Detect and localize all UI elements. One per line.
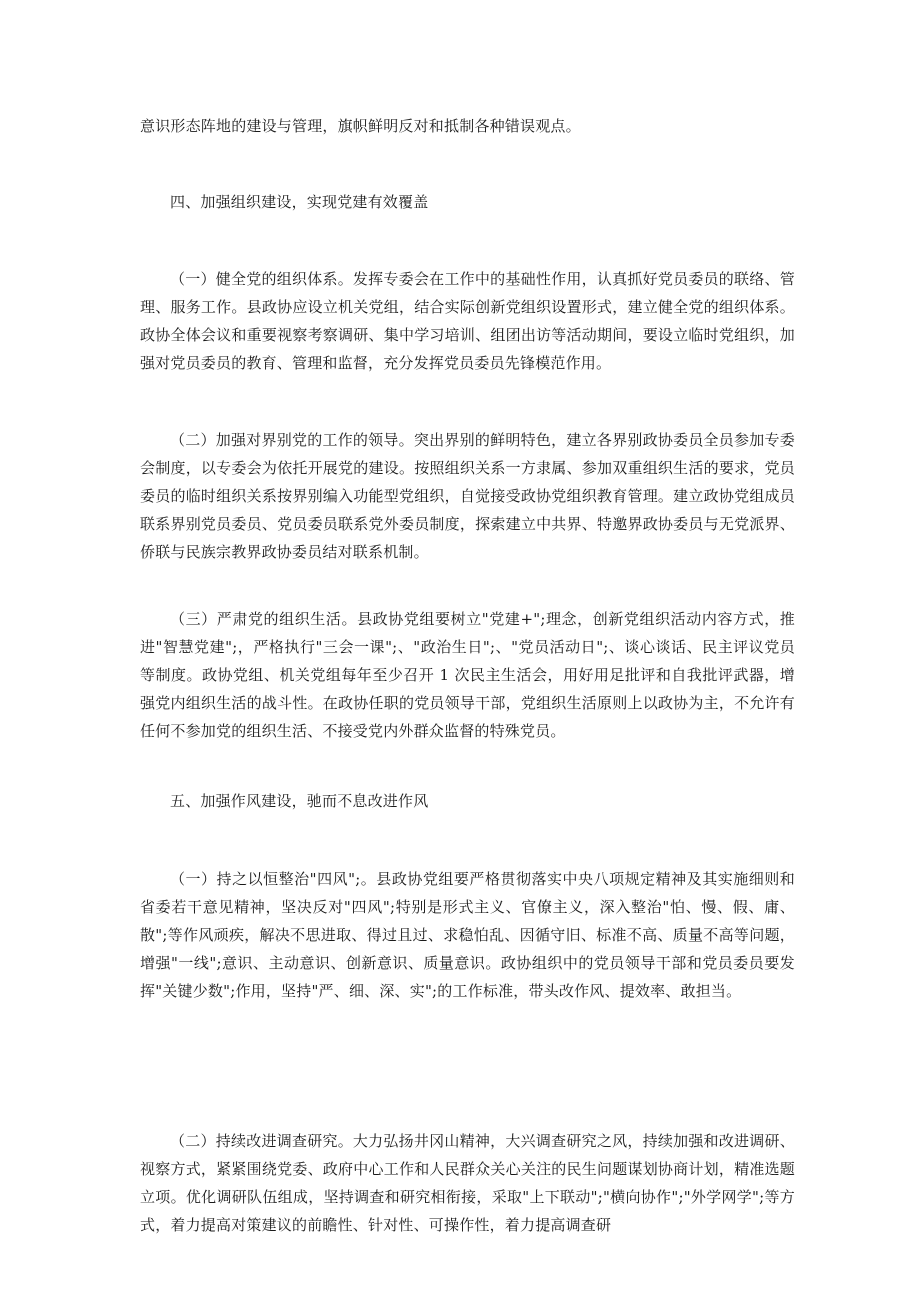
section-heading-5: 五、加强作风建设，驰而不息改进作风 <box>170 792 429 810</box>
paragraph-4-2: （二）加强对界别党的工作的领导。突出界别的鲜明特色，建立各界别政协委员全员参加专委会制度，以专委会为依托开展党的建设。按照组织关系一方隶属、参加双重组织生活的要求，党员委员的临时组织关系按界别编入功能型党组织，自觉接受政协党组织教育管理。建立政协党组成员联系界别党员委员、党员委员联系党外委员制度，探索建立中共界、特邀界政协委员与无党派界、侨联与民族宗教界政协委员结对联系机制。 <box>140 431 795 561</box>
paragraph-intro: 意识形态阵地的建设与管理，旗帜鲜明反对和抵制各种错误观点。 <box>140 117 581 135</box>
section-heading-4: 四、加强组织建设，实现党建有效覆盖 <box>170 193 429 211</box>
paragraph-4-1: （一）健全党的组织体系。发挥专委会在工作中的基础性作用，认真抓好党员委员的联络、管理、服务工作。县政协应设立机关党组，结合实际创新党组织设置形式，建立健全党的组织体系。政协全体会议和重要视察考察调研、集中学习培训、组团出访等活动期间，要设立临时党组织，加强对党员委员的教育、管理和监督，充分发挥党员委员先锋模范作用。 <box>140 270 795 372</box>
paragraph-4-3: （三）严肃党的组织生活。县政协党组要树立"党建+";理念，创新党组织活动内容方式，推进"智慧党建";，严格执行"三会一课";、"政治生日";、"党员活动日";、谈心谈话、民主评议党员等制度。政协党组、机关党组每年至少召开 1 次民主生活会，用好用足批评和自我批评武器，增强党内组织生活的战斗性。在政协任职的党员领导干部，党组织生活原则上以政协为主，不允许有任何不参加党的组织生活、不接受党内外群众监督的特殊党员。 <box>140 610 795 740</box>
paragraph-5-1: （一）持之以恒整治"四风";。县政协党组要严格贯彻落实中央八项规定精神及其实施细则和省委若干意见精神，坚决反对"四风";特别是形式主义、官僚主义，深入整治"怕、慢、假、庸、散";等作风顽疾，解决不思进取、得过且过、求稳怕乱、因循守旧、标准不高、质量不高等问题，增强"一线";意识、主动意识、创新意识、质量意识。政协组织中的党员领导干部和党员委员要发挥"关键少数";作用，坚持"严、细、深、实";的工作标准，带头改作风、提效率、敢担当。 <box>140 870 795 1000</box>
paragraph-5-2: （二）持续改进调查研究。大力弘扬井冈山精神，大兴调查研究之风，持续加强和改进调研、视察方式，紧紧围绕党委、政府中心工作和人民群众关心关注的民生问题谋划协商计划，精准选题立项。优化调研队伍组成，坚持调查和研究相衔接，采取"上下联动";"横向协作";"外学网学";等方式，着力提高对策建议的前瞻性、针对性、可操作性，着力提高调查研 <box>140 1132 795 1234</box>
